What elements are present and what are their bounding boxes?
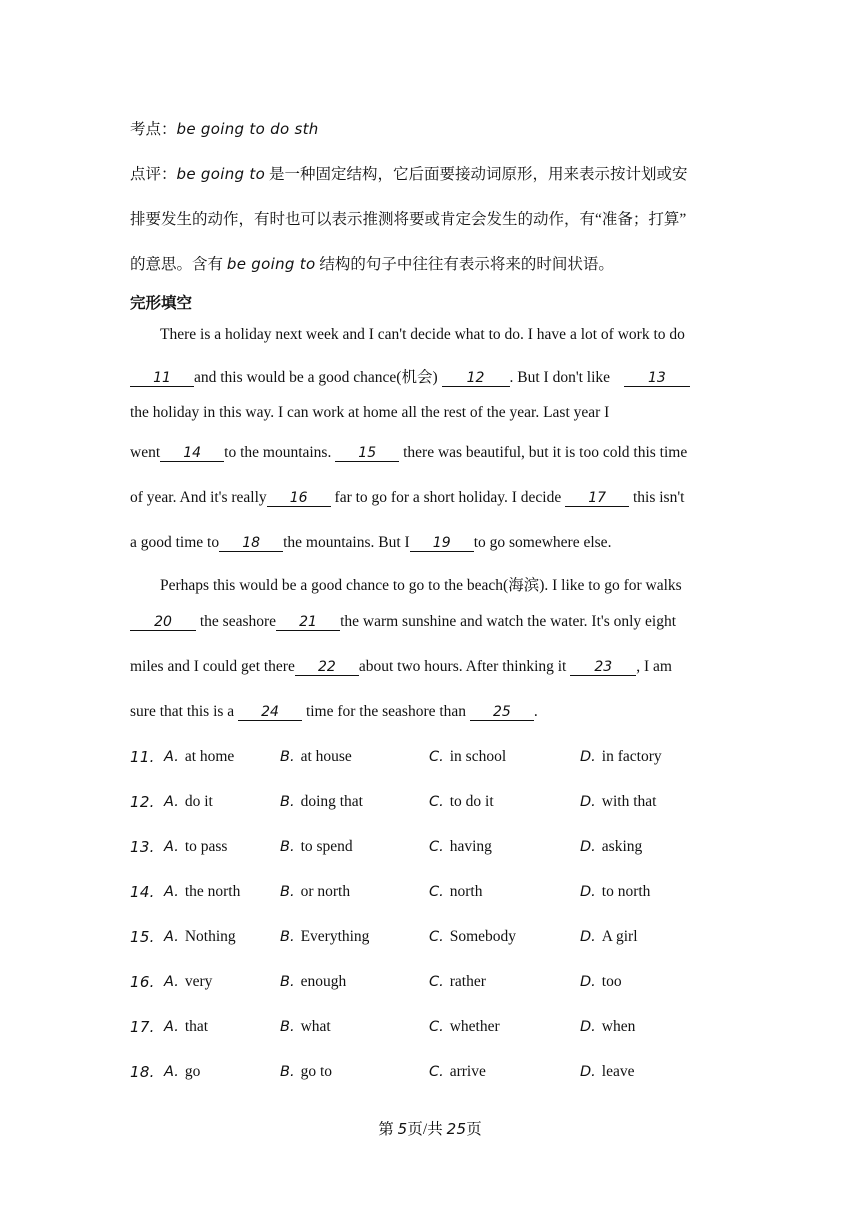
passage-line-4	[130, 444, 687, 462]
option-text: at house	[300, 748, 352, 765]
passage-text: the seashore	[196, 613, 277, 630]
question-row	[130, 973, 750, 993]
option-c	[429, 928, 516, 946]
option-text: when	[601, 1018, 636, 1035]
question-row	[130, 838, 750, 858]
option-text: enough	[300, 973, 347, 990]
blank-12: 12	[442, 370, 510, 387]
blank-23: 23	[570, 659, 636, 676]
kaodian-value: be going to do sth	[176, 120, 319, 138]
blank-16: 16	[267, 490, 331, 507]
passage-text: , I am	[636, 658, 672, 675]
option-text: A girl	[601, 928, 638, 945]
option-b	[280, 973, 346, 991]
option-text: very	[184, 973, 213, 990]
option-text: to spend	[300, 838, 353, 855]
option-d	[580, 1018, 635, 1036]
option-text: whether	[449, 1018, 500, 1035]
option-text: arrive	[449, 1063, 486, 1080]
option-text: too	[601, 973, 622, 990]
option-letter: A.	[164, 749, 179, 765]
passage-text: . But I don't like	[509, 369, 611, 386]
option-letter: B.	[280, 749, 295, 765]
blank-18: 18	[219, 535, 283, 552]
option-letter: D.	[580, 839, 596, 855]
option-text: doing that	[300, 793, 363, 810]
option-letter: C.	[429, 974, 444, 990]
option-c	[429, 838, 492, 856]
option-d	[580, 1063, 634, 1081]
option-b	[280, 793, 363, 811]
option-letter: B.	[280, 1064, 295, 1080]
option-c	[429, 1063, 486, 1081]
option-b	[280, 928, 369, 946]
option-letter: C.	[429, 794, 444, 810]
option-text: asking	[601, 838, 643, 855]
dianping-line-3	[130, 252, 614, 274]
question-row	[130, 793, 750, 813]
question-number: 17.	[130, 1018, 155, 1036]
dianping-text-3a: 的意思。含有	[130, 256, 227, 273]
passage-text: there was beautiful, but it is too cold this time	[399, 444, 688, 461]
option-a	[164, 973, 212, 991]
passage-text: this isn't	[629, 489, 685, 506]
question-row	[130, 1018, 750, 1038]
passage-text: the holiday in this way. I can work at home all the rest of the year. Last year I	[130, 404, 610, 421]
blank-21: 21	[276, 614, 340, 631]
option-b	[280, 1063, 332, 1081]
option-letter: A.	[164, 929, 179, 945]
option-c	[429, 973, 486, 991]
option-letter: B.	[280, 974, 295, 990]
option-letter: C.	[429, 929, 444, 945]
option-d	[580, 838, 642, 856]
option-b	[280, 748, 352, 766]
blank-15: 15	[335, 445, 399, 462]
option-text: Everything	[300, 928, 370, 945]
passage-text: time for the seashore than	[302, 703, 470, 720]
passage-line-2	[130, 365, 690, 387]
option-letter: A.	[164, 1019, 179, 1035]
option-text: to north	[601, 883, 651, 900]
question-row	[130, 1063, 750, 1083]
option-letter: D.	[580, 884, 596, 900]
passage-line-6	[130, 534, 611, 552]
option-c	[429, 883, 482, 901]
option-text: at home	[184, 748, 235, 765]
blank-20: 20	[130, 614, 196, 631]
option-text: north	[449, 883, 483, 900]
passage-text: of year. And it's really	[130, 489, 267, 506]
option-d	[580, 883, 650, 901]
passage-text: sure that this is a	[130, 703, 239, 720]
option-c	[429, 748, 506, 766]
blank-25: 25	[470, 704, 534, 721]
option-text: what	[300, 1018, 331, 1035]
option-letter: D.	[580, 1019, 596, 1035]
option-text: or north	[300, 883, 351, 900]
option-letter: D.	[580, 1064, 596, 1080]
option-text: go to	[300, 1063, 332, 1080]
passage-line-9	[130, 658, 672, 676]
passage-text: the mountains. But I	[283, 534, 410, 551]
blank-17: 17	[565, 490, 629, 507]
passage-text: far to go for a short holiday. I decide	[330, 489, 566, 506]
question-number: 18.	[130, 1063, 155, 1081]
blank-14: 14	[160, 445, 224, 462]
option-text: in school	[449, 748, 507, 765]
dianping-label: 点评：	[130, 166, 177, 183]
option-letter: A.	[164, 1064, 179, 1080]
option-letter: C.	[429, 1064, 444, 1080]
footer-total-pages: 25	[446, 1120, 467, 1138]
passage-line-8	[130, 613, 676, 631]
option-letter: B.	[280, 884, 295, 900]
option-d	[580, 793, 656, 811]
option-letter: A.	[164, 839, 179, 855]
option-a	[164, 748, 234, 766]
section-title: 完形填空	[130, 294, 193, 312]
option-text: to pass	[184, 838, 228, 855]
option-letter: B.	[280, 839, 295, 855]
option-letter: B.	[280, 794, 295, 810]
passage-text: about two hours. After thinking it	[358, 658, 571, 675]
option-text: having	[449, 838, 492, 855]
option-text: with that	[601, 793, 657, 810]
option-d	[580, 748, 662, 766]
option-text: leave	[601, 1063, 635, 1080]
option-letter: C.	[429, 839, 444, 855]
option-d	[580, 973, 622, 991]
passage-text: to the mountains.	[224, 444, 336, 461]
option-b	[280, 1018, 331, 1036]
option-letter: A.	[164, 794, 179, 810]
option-a	[164, 928, 236, 946]
dianping-text-3-hand: be going to	[226, 255, 316, 273]
option-letter: D.	[580, 794, 596, 810]
blank-24: 24	[238, 704, 302, 721]
question-number: 13.	[130, 838, 155, 856]
page-footer	[0, 1117, 860, 1139]
kaodian-line	[130, 117, 319, 139]
passage-text: to go somewhere else.	[473, 534, 612, 551]
footer-page-number: 5	[397, 1120, 408, 1138]
option-text: to do it	[449, 793, 494, 810]
option-letter: B.	[280, 1019, 295, 1035]
option-text: go	[184, 1063, 201, 1080]
option-text: do it	[184, 793, 213, 810]
option-letter: C.	[429, 749, 444, 765]
footer-text: 第	[378, 1121, 398, 1138]
dianping-text-2: 排要发生的动作，有时也可以表示推测将要或肯定会发生的动作，有“准备；打算”	[130, 211, 687, 228]
option-text: Somebody	[449, 928, 517, 945]
dianping-hand: be going to	[176, 165, 266, 183]
option-a	[164, 793, 213, 811]
option-d	[580, 928, 638, 946]
passage-text: There is a holiday next week and I can't decide what to do. I have a lot of work to do	[160, 326, 685, 343]
option-a	[164, 883, 240, 901]
dianping-line-1	[130, 162, 687, 184]
question-number: 16.	[130, 973, 155, 991]
passage-line-1	[160, 326, 685, 344]
question-number: 11.	[130, 748, 155, 766]
option-text: that	[184, 1018, 209, 1035]
blank-13: 13	[624, 370, 690, 387]
question-row	[130, 748, 750, 768]
option-c	[429, 793, 494, 811]
option-letter: C.	[429, 1019, 444, 1035]
option-b	[280, 838, 353, 856]
footer-text: 页	[466, 1121, 482, 1138]
option-letter: D.	[580, 749, 596, 765]
option-letter: A.	[164, 974, 179, 990]
passage-text: Perhaps this would be a good chance to go to the beach(海滨). I like to go for walks	[160, 577, 682, 594]
kaodian-label: 考点：	[130, 121, 177, 138]
option-a	[164, 1018, 208, 1036]
question-number: 14.	[130, 883, 155, 901]
passage-line-5	[130, 489, 684, 507]
question-number: 15.	[130, 928, 155, 946]
dianping-text-3b: 结构的句子中往往有表示将来的时间状语。	[315, 256, 614, 273]
option-b	[280, 883, 350, 901]
option-letter: B.	[280, 929, 295, 945]
passage-text: the warm sunshine and watch the water. It's only eight	[340, 613, 677, 630]
option-a	[164, 1063, 200, 1081]
option-text: Nothing	[184, 928, 236, 945]
passage-text: and this would be a good chance(机会)	[194, 369, 442, 386]
option-a	[164, 838, 227, 856]
blank-19: 19	[410, 535, 474, 552]
dianping-line-2	[130, 207, 686, 229]
option-letter: C.	[429, 884, 444, 900]
passage-line-7	[160, 573, 682, 595]
passage-line-3	[130, 404, 609, 422]
question-row	[130, 928, 750, 948]
passage-text: miles and I could get there	[130, 658, 295, 675]
option-c	[429, 1018, 500, 1036]
passage-text: a good time to	[130, 534, 220, 551]
option-text: rather	[449, 973, 486, 990]
dianping-text-1: 是一种固定结构，它后面要接动词原形，用来表示按计划或安	[265, 166, 688, 183]
passage-line-10	[130, 703, 538, 721]
option-letter: A.	[164, 884, 179, 900]
blank-11: 11	[130, 370, 194, 387]
passage-text: .	[533, 703, 538, 720]
option-letter: D.	[580, 929, 596, 945]
blank-22: 22	[295, 659, 359, 676]
question-row	[130, 883, 750, 903]
option-letter: D.	[580, 974, 596, 990]
option-text: the north	[184, 883, 241, 900]
footer-text: 页/共	[407, 1121, 447, 1138]
option-text: in factory	[601, 748, 662, 765]
passage-text: went	[130, 444, 161, 461]
question-number: 12.	[130, 793, 155, 811]
